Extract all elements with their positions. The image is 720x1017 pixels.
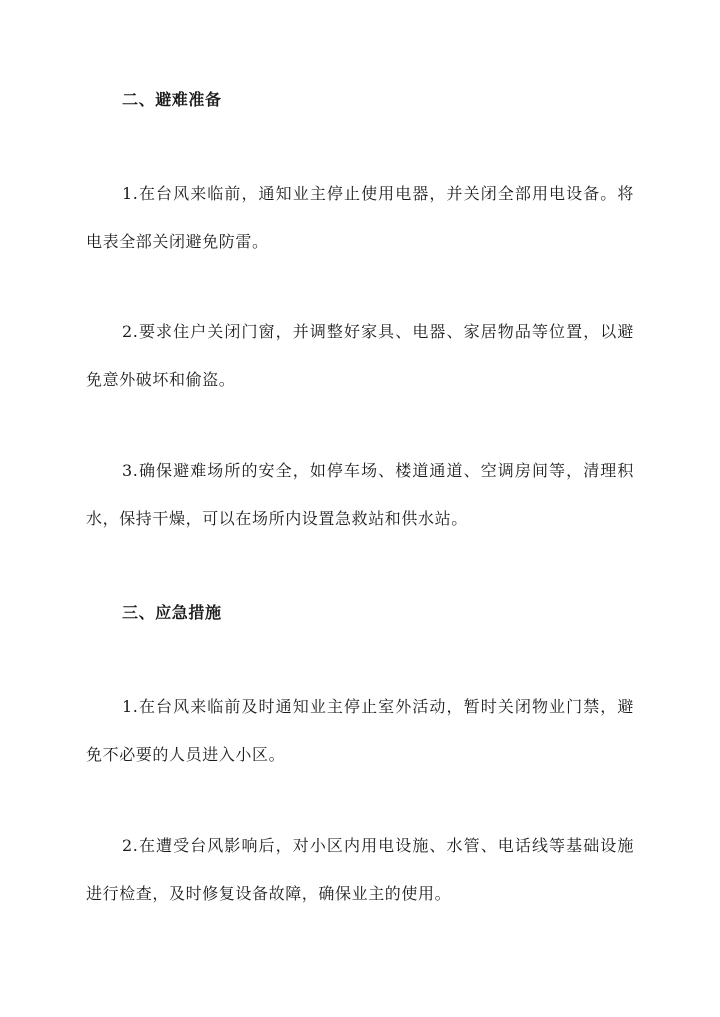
- section-heading-evacuation-prep: 二、避难准备: [122, 90, 222, 109]
- emergency-item-1: 1.在台风来临前及时通知业主停止室外活动，暂时关闭物业门禁，避免不必要的人员进入小区。: [86, 697, 634, 764]
- emergency-item-2: 2.在遭受台风影响后，对小区内用电设施、水管、电话线等基础设施进行检查，及时修复设备故障，确保业主的使用。: [86, 836, 634, 903]
- section-heading-emergency-measures: 三、应急措施: [122, 603, 222, 622]
- evacuation-item-1: 1.在台风来临前，通知业主停止使用电器，并关闭全部用电设备。将电表全部关闭避免防雷。: [86, 184, 634, 251]
- evacuation-item-2: 2.要求住户关闭门窗，并调整好家具、电器、家居物品等位置，以避免意外破坏和偷盗。: [86, 322, 634, 389]
- evacuation-item-3: 3.确保避难场所的安全，如停车场、楼道通道、空调房间等，清理积水，保持干燥，可以在场所内设置急救站和供水站。: [86, 461, 634, 528]
